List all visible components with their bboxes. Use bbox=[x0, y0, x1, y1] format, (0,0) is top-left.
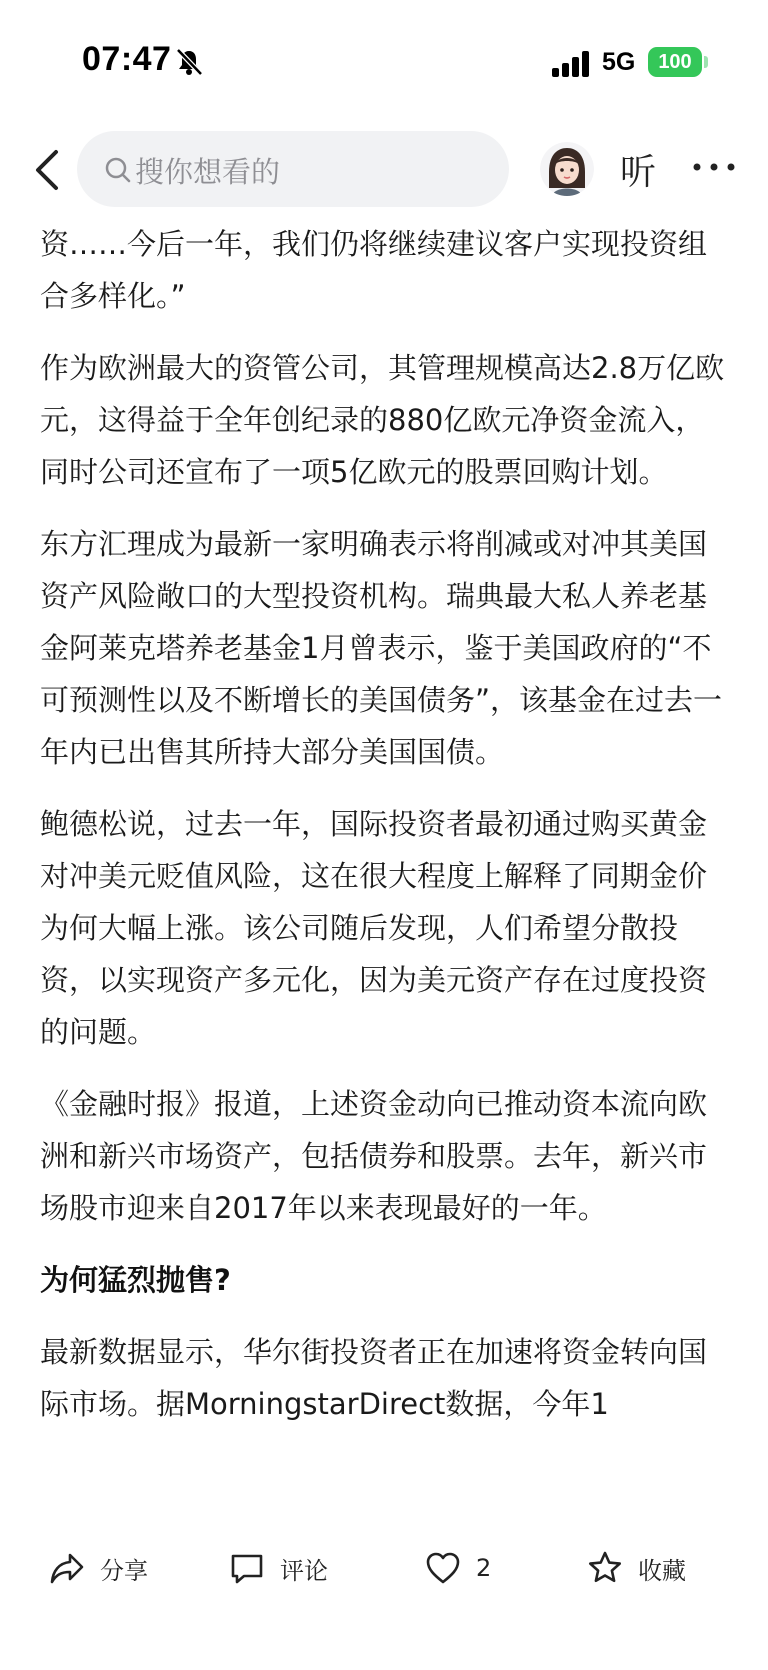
battery-nub bbox=[704, 56, 708, 68]
share-button[interactable] bbox=[48, 1546, 148, 1590]
status-time: 07:47 bbox=[82, 40, 172, 78]
like-count: 2 bbox=[476, 1554, 492, 1582]
comment-icon bbox=[228, 1549, 266, 1587]
listen-button[interactable]: 听 bbox=[620, 152, 657, 193]
more-icon[interactable] bbox=[692, 162, 736, 172]
search-icon bbox=[103, 155, 133, 185]
status-bar bbox=[0, 0, 768, 120]
search-input[interactable] bbox=[77, 131, 509, 207]
article-paragraph: 最新数据显示，华尔街投资者正在加速将资金转向国际市场。据MorningstarDirect数据，今年1 bbox=[40, 1335, 708, 1421]
comment-label: 评论 bbox=[280, 1556, 328, 1585]
section-heading: 为何猛烈抛售? bbox=[40, 1263, 231, 1297]
article-paragraph: 作为欧洲最大的资管公司，其管理规模高达2.8万亿欧元，这得益于全年创纪录的880亿欧元净资金流入，同时公司还宣布了一项5亿欧元的股票回购计划。 bbox=[40, 351, 725, 489]
article-paragraph: 东方汇理成为最新一家明确表示将削减或对冲其美国资产风险敞口的大型投资机构。瑞典最大私人养老基金阿莱克塔养老基金1月曾表示，鉴于美国政府的“不可预测性以及不断增长的美国债务”，该基金在过去一年内已出售其所持大部分美国国债。 bbox=[40, 527, 723, 769]
bell-off-icon bbox=[174, 47, 204, 77]
network-type: 5G bbox=[602, 48, 636, 76]
nav-bar bbox=[0, 120, 768, 220]
avatar[interactable] bbox=[540, 142, 594, 196]
article-paragraph: 《金融时报》报道，上述资金动向已推动资本流向欧洲和新兴市场资产，包括债券和股票。去年，新兴市场股市迎来自2017年以来表现最好的一年。 bbox=[40, 1087, 708, 1225]
share-icon bbox=[48, 1549, 86, 1587]
article-paragraph: 鲍德松说，过去一年，国际投资者最初通过购买黄金对冲美元贬值风险，这在很大程度上解释了同期金价为何大幅上涨。该公司随后发现，人们希望分散投资，以实现资产多元化，因为美元资产存在过度投资的问题。 bbox=[40, 807, 708, 1049]
article-paragraph: 资……今后一年，我们仍将继续建议客户实现投资组合多样化。” bbox=[40, 227, 708, 313]
avatar-illustration bbox=[540, 142, 594, 196]
comment-button[interactable] bbox=[228, 1546, 328, 1590]
search-placeholder: 搜你想看的 bbox=[135, 155, 281, 189]
star-icon bbox=[586, 1549, 624, 1587]
heart-icon bbox=[424, 1549, 462, 1587]
bottom-action-bar bbox=[0, 1520, 768, 1670]
share-label: 分享 bbox=[100, 1556, 148, 1585]
battery-indicator: 100 bbox=[648, 47, 702, 77]
favorite-label: 收藏 bbox=[638, 1556, 686, 1585]
signal-icon bbox=[552, 51, 592, 77]
article-body bbox=[40, 218, 730, 1520]
like-button[interactable] bbox=[424, 1546, 491, 1590]
back-arrow-icon[interactable] bbox=[28, 142, 68, 198]
favorite-button[interactable] bbox=[586, 1546, 686, 1590]
